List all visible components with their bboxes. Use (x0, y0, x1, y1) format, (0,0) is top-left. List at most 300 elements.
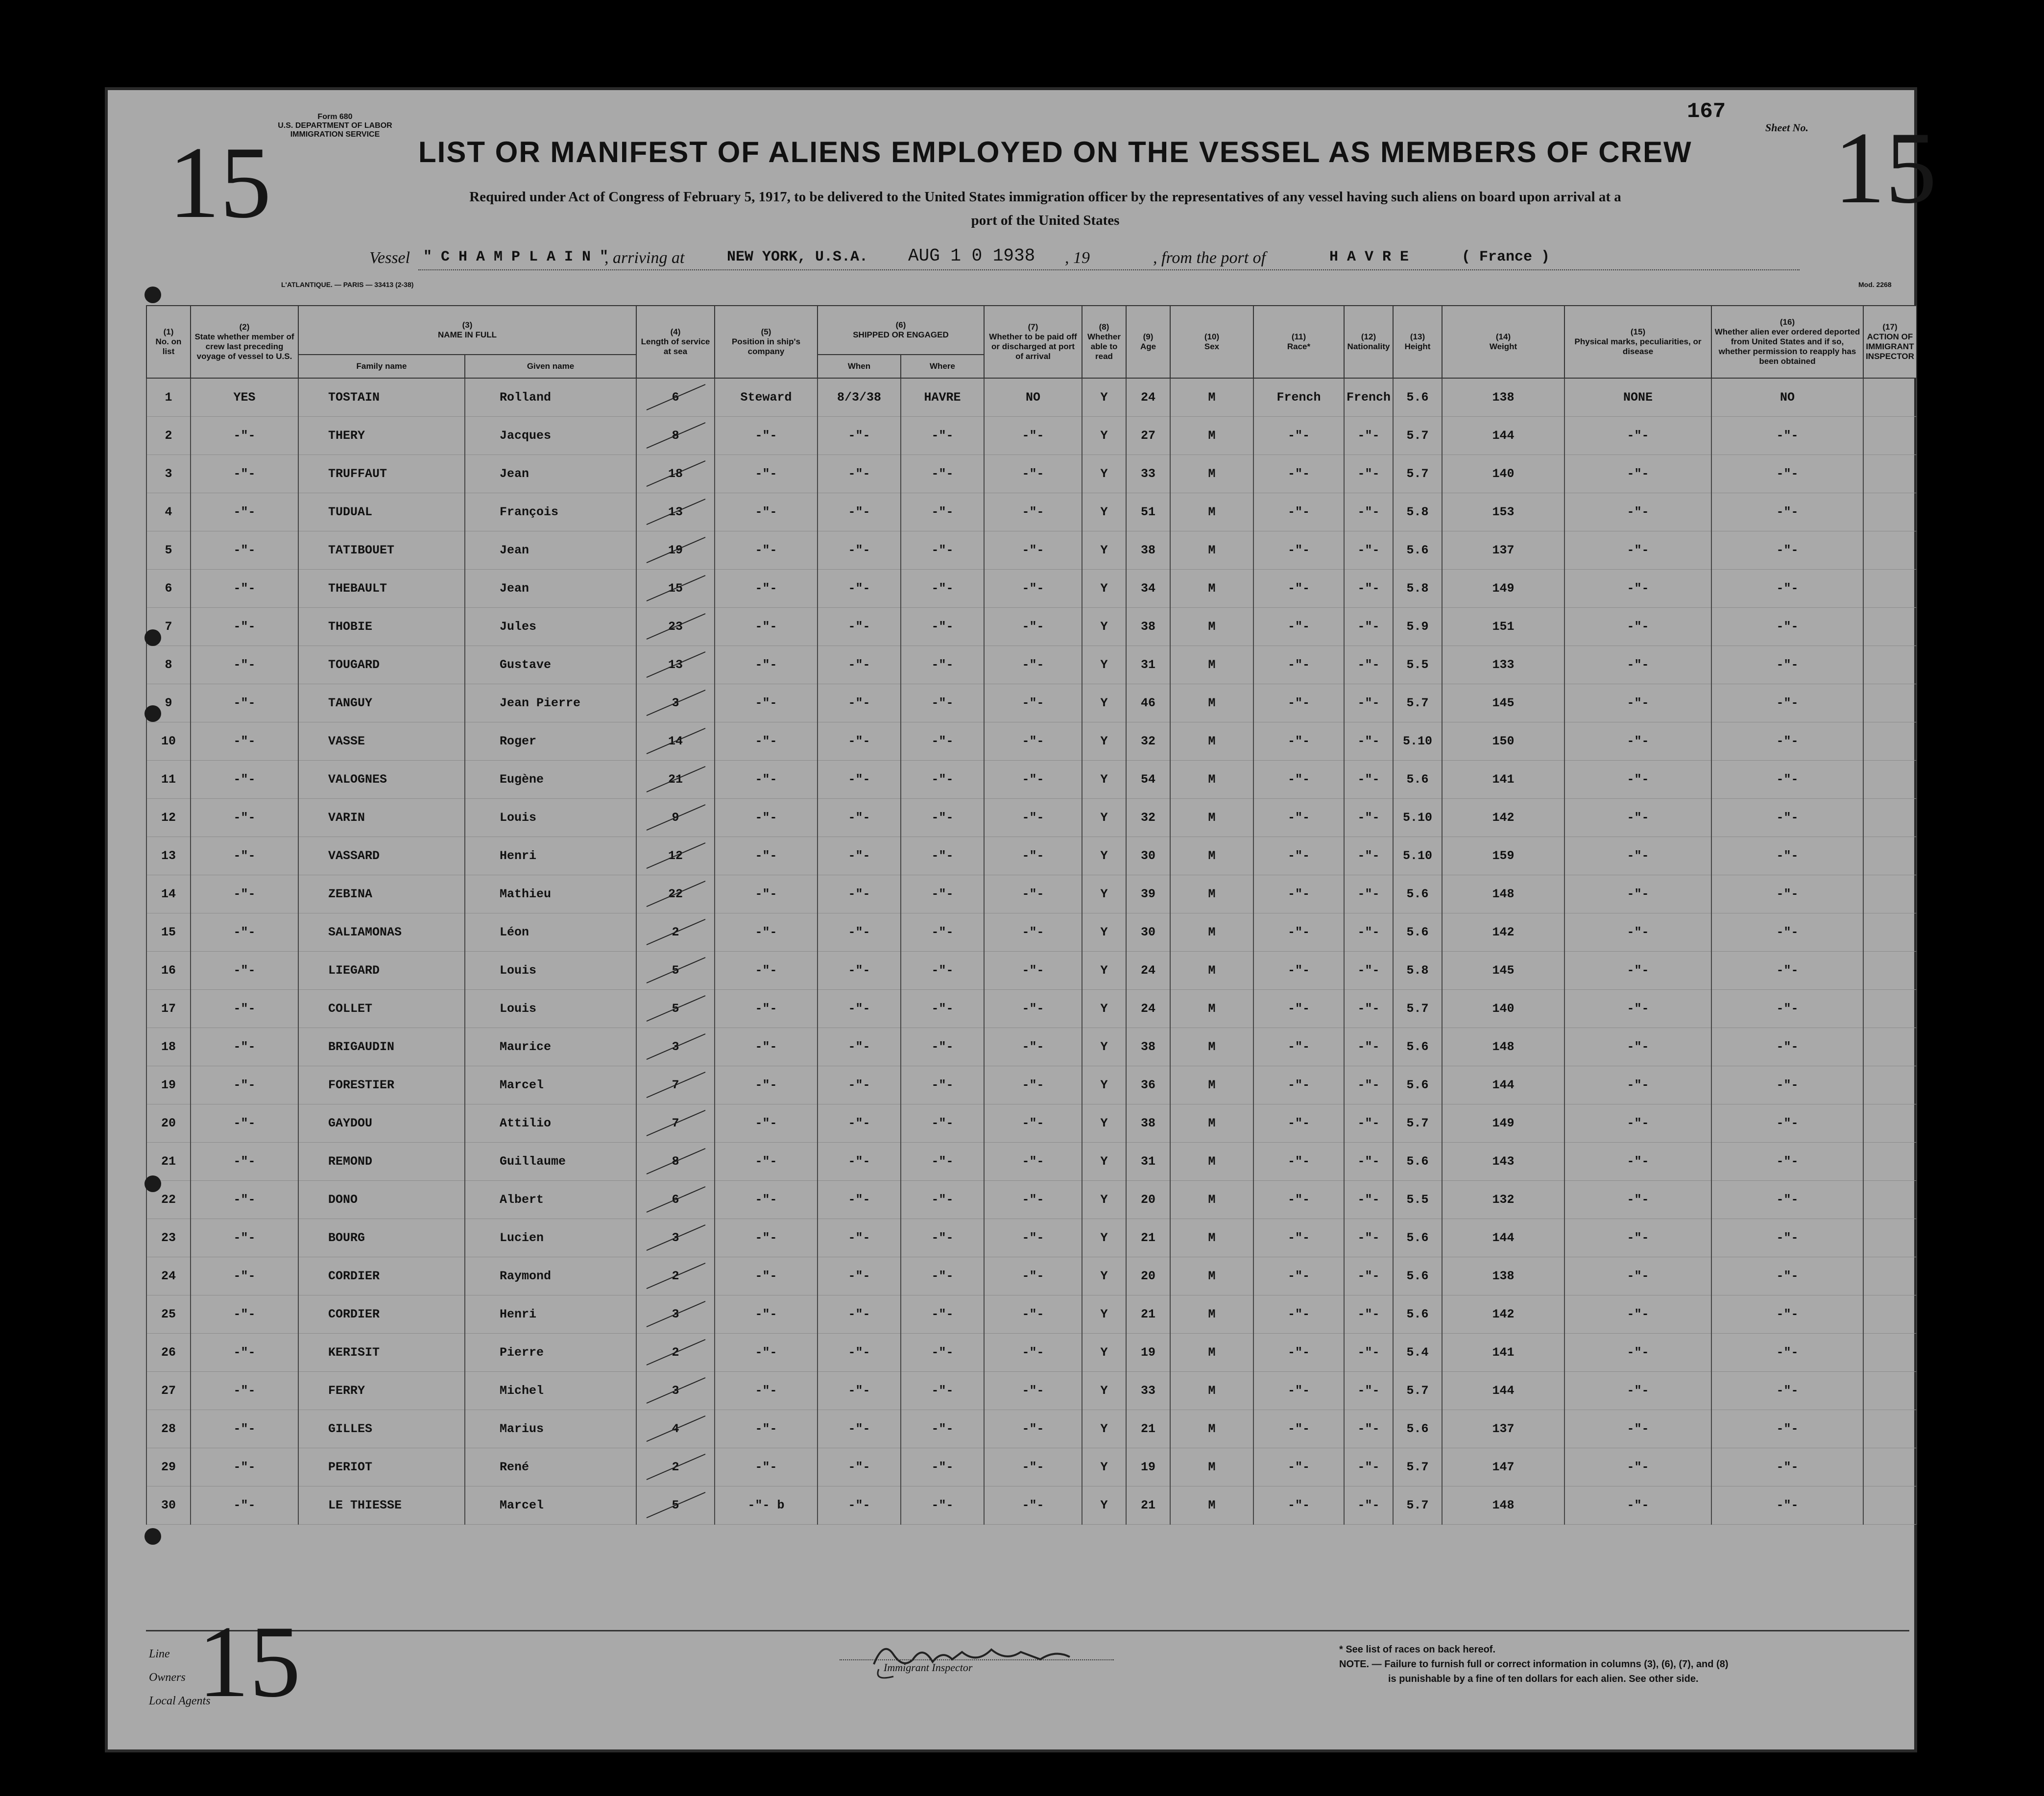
cell-deported: -"- (1711, 531, 1863, 570)
check-mark (642, 763, 710, 797)
cell-race: -"- (1253, 1372, 1344, 1410)
binder-hole (144, 1528, 161, 1545)
table-row (146, 799, 1917, 837)
cell-able-to-read: Y (1082, 1448, 1126, 1486)
cell-weight: 133 (1442, 646, 1564, 684)
table-row (146, 1028, 1917, 1066)
binder-hole (144, 1175, 161, 1192)
cell-deported: -"- (1711, 1028, 1863, 1066)
cell-race: -"- (1253, 1448, 1344, 1486)
cell-inspector-action (1863, 761, 1917, 799)
cell-shipped-where: -"- (901, 1334, 984, 1372)
cell-previous-voyage: -"- (191, 990, 298, 1028)
cell-race: -"- (1253, 1104, 1344, 1143)
cell-weight: 140 (1442, 455, 1564, 493)
cell-row-number: 18 (146, 1028, 191, 1066)
cell-sex: M (1170, 875, 1253, 913)
cell-sex: M (1170, 761, 1253, 799)
cell-age: 27 (1126, 417, 1170, 455)
check-mark (642, 648, 710, 682)
cell-able-to-read: Y (1082, 1181, 1126, 1219)
cell-age: 46 (1126, 684, 1170, 722)
cell-shipped-when: -"- (818, 913, 901, 952)
cell-row-number: 24 (146, 1257, 191, 1295)
cell-physical-marks: -"- (1564, 722, 1711, 761)
col-header-previous-voyage: (2) State whether member of crew last preceding voyage of vessel to U.S. (191, 306, 298, 378)
cell-deported: -"- (1711, 1143, 1863, 1181)
check-mark (642, 1259, 710, 1293)
cell-nationality: -"- (1344, 1257, 1393, 1295)
cell-nationality: -"- (1344, 1448, 1393, 1486)
cell-race: -"- (1253, 608, 1344, 646)
cell-physical-marks: -"- (1564, 1219, 1711, 1257)
cell-race: -"- (1253, 455, 1344, 493)
cell-shipped-where: -"- (901, 1181, 984, 1219)
cell-age: 31 (1126, 646, 1170, 684)
cell-given-name: Léon (465, 913, 636, 952)
cell-shipped-when: -"- (818, 1181, 901, 1219)
cell-sex: M (1170, 1257, 1253, 1295)
cell-position: -"- (715, 1143, 818, 1181)
cell-family-name: TOUGARD (298, 646, 465, 684)
table-row (146, 378, 1917, 417)
cell-height: 5.4 (1393, 1334, 1442, 1372)
cell-deported: -"- (1711, 1257, 1863, 1295)
cell-physical-marks: -"- (1564, 684, 1711, 722)
cell-paid-off: -"- (984, 1181, 1082, 1219)
cell-nationality: -"- (1344, 1219, 1393, 1257)
cell-race: -"- (1253, 570, 1344, 608)
cell-given-name: François (465, 493, 636, 531)
cell-weight: 151 (1442, 608, 1564, 646)
cell-row-number: 12 (146, 799, 191, 837)
cell-deported: -"- (1711, 1372, 1863, 1410)
cell-able-to-read: Y (1082, 875, 1126, 913)
length-value: 13 (668, 658, 683, 672)
cell-sex: M (1170, 1334, 1253, 1372)
cell-physical-marks: -"- (1564, 1486, 1711, 1525)
form-mod-number: Mod. 2268 (1858, 281, 1892, 288)
cell-previous-voyage: -"- (191, 646, 298, 684)
cell-row-number: 19 (146, 1066, 191, 1104)
cell-weight: 149 (1442, 1104, 1564, 1143)
cell-age: 21 (1126, 1295, 1170, 1334)
cell-position: -"- (715, 1372, 818, 1410)
cell-inspector-action (1863, 1334, 1917, 1372)
cell-height: 5.6 (1393, 1295, 1442, 1334)
cell-length-of-service (636, 1295, 715, 1334)
cell-physical-marks: -"- (1564, 1104, 1711, 1143)
cell-paid-off: -"- (984, 761, 1082, 799)
cell-nationality: -"- (1344, 1104, 1393, 1143)
cell-weight: 143 (1442, 1143, 1564, 1181)
cell-shipped-when: -"- (818, 684, 901, 722)
cell-position: -"- (715, 1410, 818, 1448)
cell-previous-voyage: -"- (191, 837, 298, 875)
cell-family-name: TRUFFAUT (298, 455, 465, 493)
cell-deported: -"- (1711, 1104, 1863, 1143)
cell-family-name: FERRY (298, 1372, 465, 1410)
cell-paid-off: -"- (984, 799, 1082, 837)
cell-deported: -"- (1711, 417, 1863, 455)
cell-shipped-where: -"- (901, 761, 984, 799)
cell-race: -"- (1253, 1181, 1344, 1219)
cell-able-to-read: Y (1082, 684, 1126, 722)
cell-previous-voyage: -"- (191, 1486, 298, 1525)
cell-length-of-service (636, 913, 715, 952)
cell-position: -"- (715, 1334, 818, 1372)
cell-physical-marks: -"- (1564, 1143, 1711, 1181)
cell-family-name: THEBAULT (298, 570, 465, 608)
check-mark (642, 839, 710, 873)
cell-shipped-where: -"- (901, 570, 984, 608)
cell-sex: M (1170, 913, 1253, 952)
cell-shipped-where: -"- (901, 1372, 984, 1410)
cell-nationality: -"- (1344, 646, 1393, 684)
cell-height: 5.6 (1393, 761, 1442, 799)
cell-deported: -"- (1711, 684, 1863, 722)
cell-given-name: Louis (465, 799, 636, 837)
table-row (146, 493, 1917, 531)
cell-previous-voyage: -"- (191, 417, 298, 455)
col-header-physical-marks: (15) Physical marks, peculiarities, or disease (1564, 306, 1711, 378)
cell-height: 5.6 (1393, 1257, 1442, 1295)
cell-inspector-action (1863, 722, 1917, 761)
cell-physical-marks: -"- (1564, 1181, 1711, 1219)
cell-paid-off: -"- (984, 1066, 1082, 1104)
cell-inspector-action (1863, 1372, 1917, 1410)
cell-shipped-when: -"- (818, 1486, 901, 1525)
table-row (146, 952, 1917, 990)
cell-given-name: Gustave (465, 646, 636, 684)
col-header-deported: (16) Whether alien ever ordered deported from United States and if so, whether permission to reapply has been obtained (1711, 306, 1863, 378)
cell-deported: -"- (1711, 493, 1863, 531)
length-value: 6 (672, 1193, 679, 1207)
cell-row-number: 5 (146, 531, 191, 570)
cell-sex: M (1170, 646, 1253, 684)
cell-position: -"- (715, 646, 818, 684)
cell-length-of-service (636, 684, 715, 722)
cell-deported: -"- (1711, 608, 1863, 646)
cell-nationality: -"- (1344, 799, 1393, 837)
col-header-shipped-when: When (818, 355, 901, 378)
cell-age: 32 (1126, 722, 1170, 761)
vessel-name: " C H A M P L A I N " (423, 249, 609, 265)
cell-previous-voyage: -"- (191, 1028, 298, 1066)
cell-height: 5.7 (1393, 417, 1442, 455)
cell-inspector-action (1863, 913, 1917, 952)
cell-sex: M (1170, 608, 1253, 646)
cell-shipped-where: -"- (901, 1410, 984, 1448)
cell-age: 19 (1126, 1448, 1170, 1486)
cell-given-name: Jean Pierre (465, 684, 636, 722)
cell-able-to-read: Y (1082, 799, 1126, 837)
cell-height: 5.7 (1393, 1104, 1442, 1143)
cell-race: -"- (1253, 875, 1344, 913)
cell-given-name: Jules (465, 608, 636, 646)
cell-able-to-read: Y (1082, 1410, 1126, 1448)
printer-imprint: L'ATLANTIQUE. — PARIS — 33413 (2-38) (281, 281, 414, 288)
cell-deported: -"- (1711, 875, 1863, 913)
from-country: ( France ) (1462, 249, 1550, 265)
cell-physical-marks: -"- (1564, 1334, 1711, 1372)
cell-deported: -"- (1711, 570, 1863, 608)
cell-physical-marks: -"- (1564, 1372, 1711, 1410)
col-header-able-to-read: (8) Whether able to read (1082, 306, 1126, 378)
cell-shipped-when: -"- (818, 1143, 901, 1181)
cell-sex: M (1170, 1104, 1253, 1143)
cell-height: 5.10 (1393, 722, 1442, 761)
cell-race: -"- (1253, 761, 1344, 799)
cell-physical-marks: -"- (1564, 493, 1711, 531)
cell-paid-off: -"- (984, 837, 1082, 875)
cell-height: 5.5 (1393, 1181, 1442, 1219)
cell-position: -"- (715, 1295, 818, 1334)
cell-given-name: Lucien (465, 1219, 636, 1257)
cell-physical-marks: -"- (1564, 952, 1711, 990)
cell-shipped-when: -"- (818, 493, 901, 531)
table-row (146, 913, 1917, 952)
col-header-nationality: (12) Nationality (1344, 306, 1393, 378)
cell-race: -"- (1253, 1066, 1344, 1104)
cell-age: 19 (1126, 1334, 1170, 1372)
cell-position: -"- (715, 608, 818, 646)
cell-physical-marks: -"- (1564, 608, 1711, 646)
cell-paid-off: -"- (984, 990, 1082, 1028)
check-mark (642, 686, 710, 720)
check-mark (642, 992, 710, 1026)
cell-length-of-service (636, 837, 715, 875)
cell-deported: -"- (1711, 1295, 1863, 1334)
cell-shipped-when: 8/3/38 (818, 378, 901, 417)
table-row (146, 1219, 1917, 1257)
cell-family-name: LIEGARD (298, 952, 465, 990)
col-header-family-name: Family name (298, 355, 465, 378)
length-value: 3 (672, 1384, 679, 1398)
cell-inspector-action (1863, 799, 1917, 837)
cell-age: 21 (1126, 1486, 1170, 1525)
table-row (146, 990, 1917, 1028)
form-header-block (271, 113, 399, 139)
cell-nationality: -"- (1344, 990, 1393, 1028)
cell-sex: M (1170, 1448, 1253, 1486)
cell-shipped-when: -"- (818, 952, 901, 990)
cell-inspector-action (1863, 1066, 1917, 1104)
department-name: U.S. DEPARTMENT OF LABOR (278, 121, 392, 130)
cell-row-number: 14 (146, 875, 191, 913)
cell-race: -"- (1253, 684, 1344, 722)
cell-physical-marks: -"- (1564, 531, 1711, 570)
col-header-no: (1) No. on list (146, 306, 191, 378)
cell-nationality: -"- (1344, 493, 1393, 531)
cell-race: -"- (1253, 493, 1344, 531)
cell-row-number: 13 (146, 837, 191, 875)
cell-position: -"- (715, 455, 818, 493)
cell-physical-marks: -"- (1564, 761, 1711, 799)
cell-inspector-action (1863, 493, 1917, 531)
cell-given-name: Henri (465, 1295, 636, 1334)
length-value: 3 (672, 1040, 679, 1054)
cell-able-to-read: Y (1082, 608, 1126, 646)
check-mark (642, 1183, 710, 1217)
check-mark (642, 724, 710, 759)
cell-height: 5.6 (1393, 913, 1442, 952)
cell-able-to-read: Y (1082, 1295, 1126, 1334)
cell-able-to-read: Y (1082, 378, 1126, 417)
cell-shipped-where: -"- (901, 1257, 984, 1295)
cell-paid-off: -"- (984, 608, 1082, 646)
cell-age: 21 (1126, 1219, 1170, 1257)
check-mark (642, 457, 710, 491)
cell-previous-voyage: -"- (191, 493, 298, 531)
cell-family-name: GILLES (298, 1410, 465, 1448)
cell-deported: -"- (1711, 913, 1863, 952)
col-header-shipped: (6) SHIPPED OR ENGAGED (818, 306, 984, 355)
cell-given-name: Guillaume (465, 1143, 636, 1181)
cell-height: 5.6 (1393, 1066, 1442, 1104)
race-note: * See list of races on back hereof. (1339, 1644, 1496, 1655)
cell-length-of-service (636, 1066, 715, 1104)
cell-race: -"- (1253, 837, 1344, 875)
cell-age: 54 (1126, 761, 1170, 799)
cell-able-to-read: Y (1082, 1372, 1126, 1410)
check-mark (642, 1068, 710, 1102)
cell-family-name: GAYDOU (298, 1104, 465, 1143)
cell-family-name: VASSE (298, 722, 465, 761)
length-value: 19 (668, 543, 683, 557)
cell-deported: -"- (1711, 1486, 1863, 1525)
cell-sex: M (1170, 684, 1253, 722)
cell-age: 36 (1126, 1066, 1170, 1104)
cell-family-name: LE THIESSE (298, 1486, 465, 1525)
cell-shipped-where: -"- (901, 1028, 984, 1066)
cell-sex: M (1170, 531, 1253, 570)
cell-paid-off: -"- (984, 1257, 1082, 1295)
binder-hole (144, 629, 161, 646)
cell-row-number: 4 (146, 493, 191, 531)
cell-nationality: -"- (1344, 570, 1393, 608)
cell-length-of-service (636, 531, 715, 570)
sheet-number-left: 15 (168, 126, 271, 239)
cell-shipped-where: -"- (901, 1448, 984, 1486)
form-number: Form 680 (317, 113, 353, 121)
cell-weight: 145 (1442, 952, 1564, 990)
cell-row-number: 26 (146, 1334, 191, 1372)
cell-row-number: 27 (146, 1372, 191, 1410)
cell-inspector-action (1863, 837, 1917, 875)
cell-weight: 132 (1442, 1181, 1564, 1219)
check-mark (642, 1106, 710, 1141)
length-value: 8 (672, 429, 679, 443)
length-value: 2 (672, 1460, 679, 1474)
check-mark (642, 1145, 710, 1179)
cell-paid-off: -"- (984, 1448, 1082, 1486)
cell-nationality: -"- (1344, 1334, 1393, 1372)
cell-sex: M (1170, 1181, 1253, 1219)
signature-rule (840, 1659, 1114, 1660)
check-mark (642, 877, 710, 911)
cell-age: 30 (1126, 837, 1170, 875)
cell-row-number: 28 (146, 1410, 191, 1448)
length-value: 2 (672, 1345, 679, 1360)
cell-inspector-action (1863, 1257, 1917, 1295)
cell-given-name: Albert (465, 1181, 636, 1219)
check-mark (642, 1450, 710, 1485)
cell-length-of-service (636, 990, 715, 1028)
cell-shipped-when: -"- (818, 455, 901, 493)
cell-shipped-where: -"- (901, 417, 984, 455)
cell-shipped-where: -"- (901, 1104, 984, 1143)
table-row (146, 1143, 1917, 1181)
length-value: 8 (672, 1154, 679, 1169)
penalty-note-line-1: NOTE. — Failure to furnish full or correct information in columns (3), (6), (7), and (8) (1339, 1659, 1729, 1670)
length-value: 3 (672, 696, 679, 710)
cell-nationality: French (1344, 378, 1393, 417)
cell-physical-marks: -"- (1564, 1066, 1711, 1104)
cell-shipped-when: -"- (818, 875, 901, 913)
cell-previous-voyage: -"- (191, 455, 298, 493)
cell-race: -"- (1253, 952, 1344, 990)
cell-given-name: Marcel (465, 1486, 636, 1525)
cell-length-of-service (636, 378, 715, 417)
cell-sex: M (1170, 1219, 1253, 1257)
cell-row-number: 21 (146, 1143, 191, 1181)
cell-row-number: 23 (146, 1219, 191, 1257)
col-header-paid-off: (7) Whether to be paid off or discharged at port of arrival (984, 306, 1082, 378)
cell-given-name: Attilio (465, 1104, 636, 1143)
cell-inspector-action (1863, 1143, 1917, 1181)
cell-sex: M (1170, 1066, 1253, 1104)
cell-able-to-read: Y (1082, 1257, 1126, 1295)
col-header-position: (5) Position in ship's company (715, 306, 818, 378)
cell-length-of-service (636, 1219, 715, 1257)
check-mark (642, 495, 710, 529)
cell-position: -"- (715, 417, 818, 455)
sheet-number-bottom: 15 (198, 1605, 301, 1719)
cell-family-name: DONO (298, 1181, 465, 1219)
cell-height: 5.6 (1393, 875, 1442, 913)
col-header-age: (9) Age (1126, 306, 1170, 378)
cell-shipped-where: -"- (901, 913, 984, 952)
cell-length-of-service (636, 646, 715, 684)
cell-race: -"- (1253, 1028, 1344, 1066)
cell-length-of-service (636, 722, 715, 761)
cell-position: -"- (715, 913, 818, 952)
cell-race: -"- (1253, 531, 1344, 570)
cell-shipped-when: -"- (818, 646, 901, 684)
table-row (146, 455, 1917, 493)
cell-previous-voyage: YES (191, 378, 298, 417)
cell-weight: 145 (1442, 684, 1564, 722)
cell-nationality: -"- (1344, 531, 1393, 570)
cell-shipped-where: -"- (901, 799, 984, 837)
cell-physical-marks: -"- (1564, 417, 1711, 455)
cell-shipped-where: -"- (901, 684, 984, 722)
cell-weight: 141 (1442, 761, 1564, 799)
cell-paid-off: -"- (984, 1486, 1082, 1525)
cell-family-name: CORDIER (298, 1257, 465, 1295)
cell-row-number: 17 (146, 990, 191, 1028)
cell-weight: 142 (1442, 913, 1564, 952)
cell-able-to-read: Y (1082, 1104, 1126, 1143)
cell-weight: 144 (1442, 1372, 1564, 1410)
cell-length-of-service (636, 1257, 715, 1295)
cell-nationality: -"- (1344, 417, 1393, 455)
table-row (146, 875, 1917, 913)
cell-previous-voyage: -"- (191, 1219, 298, 1257)
check-mark (642, 1297, 710, 1332)
cell-nationality: -"- (1344, 455, 1393, 493)
